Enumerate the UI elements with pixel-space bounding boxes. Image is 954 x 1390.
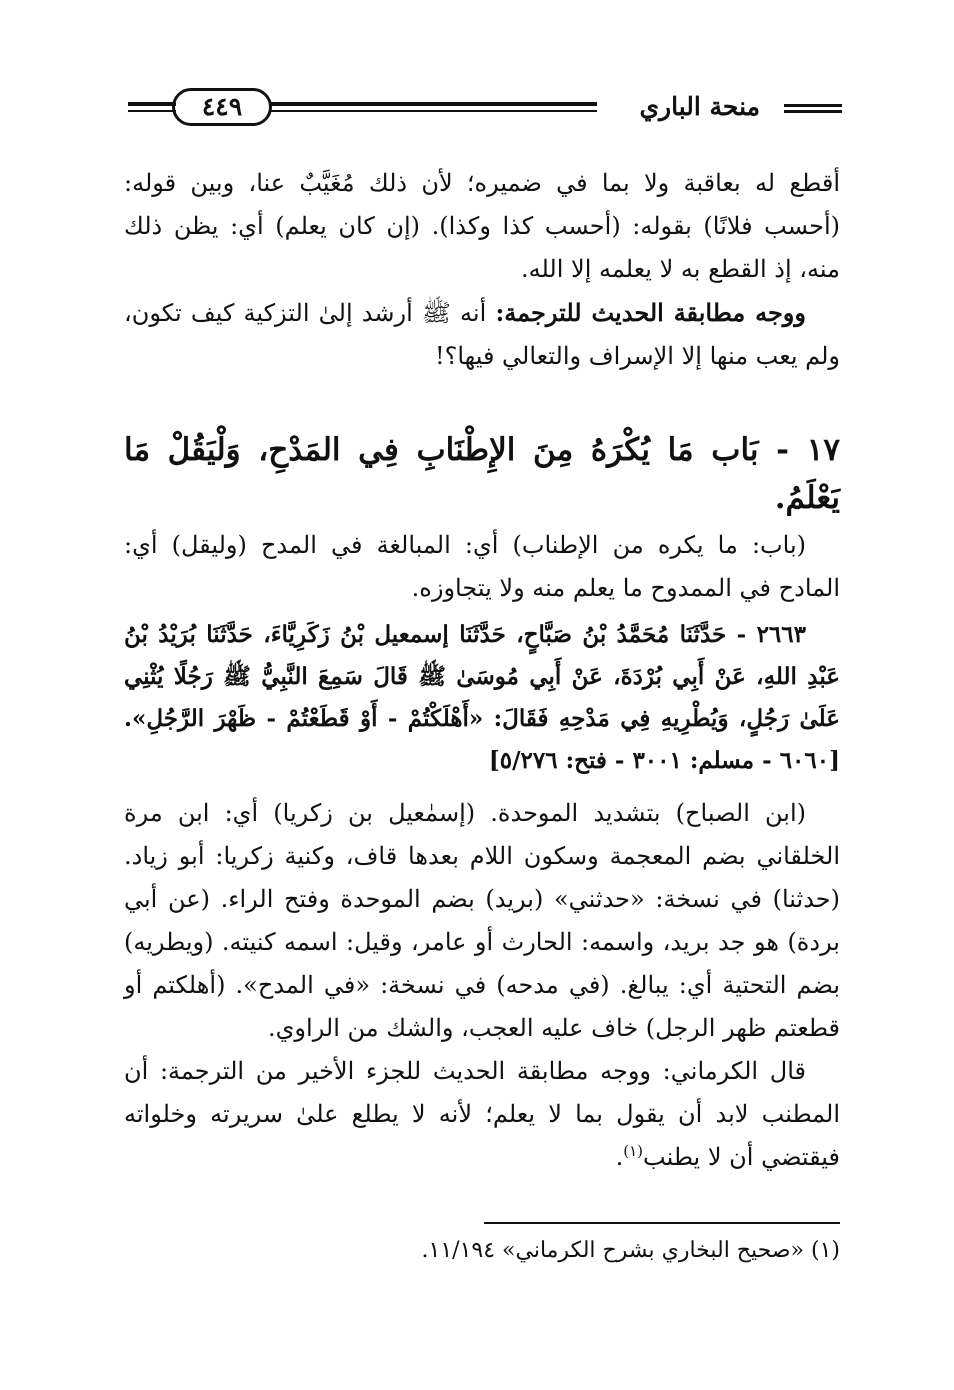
- hadith-text: ٢٦٦٣ - حَدَّثَنَا مُحَمَّدُ بْنُ صَبَّاحٍ، حَدَّثَنَا إسمعيل بْنُ زَكَرِيَّاءَ، حَدَّثَنَا بُرَيْدُ بْنُ عَبْدِ اللهِ، عَنْ أَبِي بُرْدَةَ، عَنْ أَبِي مُوسَىٰ ﷺ قَالَ سَمِعَ النَّبِيُّ ﷺ رَجُلًا يُثْنِي عَلَىٰ رَجُلٍ، وَيُطْرِيهِ فِي مَدْحِهِ فَقَالَ: «أَهْلَكْتُمْ - أَوْ قَطَعْتُمْ - ظَهْرَ الرَّجُلِ».: [124, 621, 840, 732]
- hadith-reference: [٦٠٦٠ - مسلم: ٣٠٠١ - فتح: ٥/٢٧٦]: [488, 747, 840, 774]
- paragraph-2: [124, 291, 840, 378]
- paragraph-5-end: .: [615, 1143, 624, 1171]
- main-text: [124, 162, 840, 1179]
- section-heading: ١٧ - بَاب مَا يُكْرَهُ مِنَ الإِطْنَابِ فِي المَدْحِ، وَلْيَقُلْ مَا يَعْلَمُ.: [124, 432, 840, 516]
- running-header: [128, 88, 842, 134]
- footnote-divider: [484, 1222, 840, 1224]
- paragraph-5-text: قال الكرماني: ووجه مطابقة الحديث للجزء الأخير من الترجمة: أن المطنب لابد أن يقول بما لا يعلم؛ لأنه لا يطلع علىٰ سريرته وخلواته فيقتضي أن لا يطنب: [124, 1057, 840, 1171]
- paragraph-5: [124, 1050, 840, 1179]
- paragraph-2-lead: ووجه مطابقة الحديث للترجمة:: [495, 298, 806, 327]
- hadith-block: [124, 614, 840, 782]
- header-rule-left: [128, 102, 176, 112]
- header-rule-right: [784, 104, 842, 113]
- paragraph-1: أقطع له بعاقبة ولا بما في ضميره؛ لأن ذلك مُغَيَّبٌ عنا، وبين قوله: (أحسب فلانًا) بقوله: (أحسب كذا وكذا). (إن كان يعلم) أي: يظن ذلك منه، إذ القطع به لا يعلمه إلا الله.: [124, 169, 840, 283]
- paragraph-4: (ابن الصباح) بتشديد الموحدة. (إسمٰعيل بن زكريا) أي: ابن مرة الخلقاني بضم المعجمة وسكون اللام بعدها قاف، وكنية زكريا: أبو زياد. (حدثنا) في نسخة: «حدثني» (بريد) بضم الموحدة وفتح الراء. (عن أبي بردة) هو جد بريد، واسمه: الحارث أو عامر، وقيل: اسمه كنيته. (ويطريه) بضم التحتية أي: يبالغ. (في مدحه) في نسخة: «في المدح». (أهلكتم أو قطعتم ظهر الرجل) خاف عليه العجب، والشك من الراوي.: [124, 799, 840, 1042]
- paragraph-2-rest: أنه ﷺ أرشد إلىٰ التزكية كيف تكون، ولم يعب منها إلا الإسراف والتعالي فيها؟!: [124, 299, 840, 370]
- page-number: ٤٤٩: [172, 88, 272, 126]
- book-title: منحة الباري: [639, 92, 760, 121]
- paragraph-3: (باب: ما يكره من الإطناب) أي: المبالغة في المدح (وليقل) أي: المادح في الممدوح ما يعلم منه ولا يتجاوزه.: [124, 531, 840, 602]
- footnote-reference[interactable]: (١): [623, 1142, 644, 1160]
- header-rule-middle: [268, 102, 597, 112]
- footnote-1: (١) «صحيح البخاري بشرح الكرماني» ١١/١٩٤.: [421, 1238, 840, 1263]
